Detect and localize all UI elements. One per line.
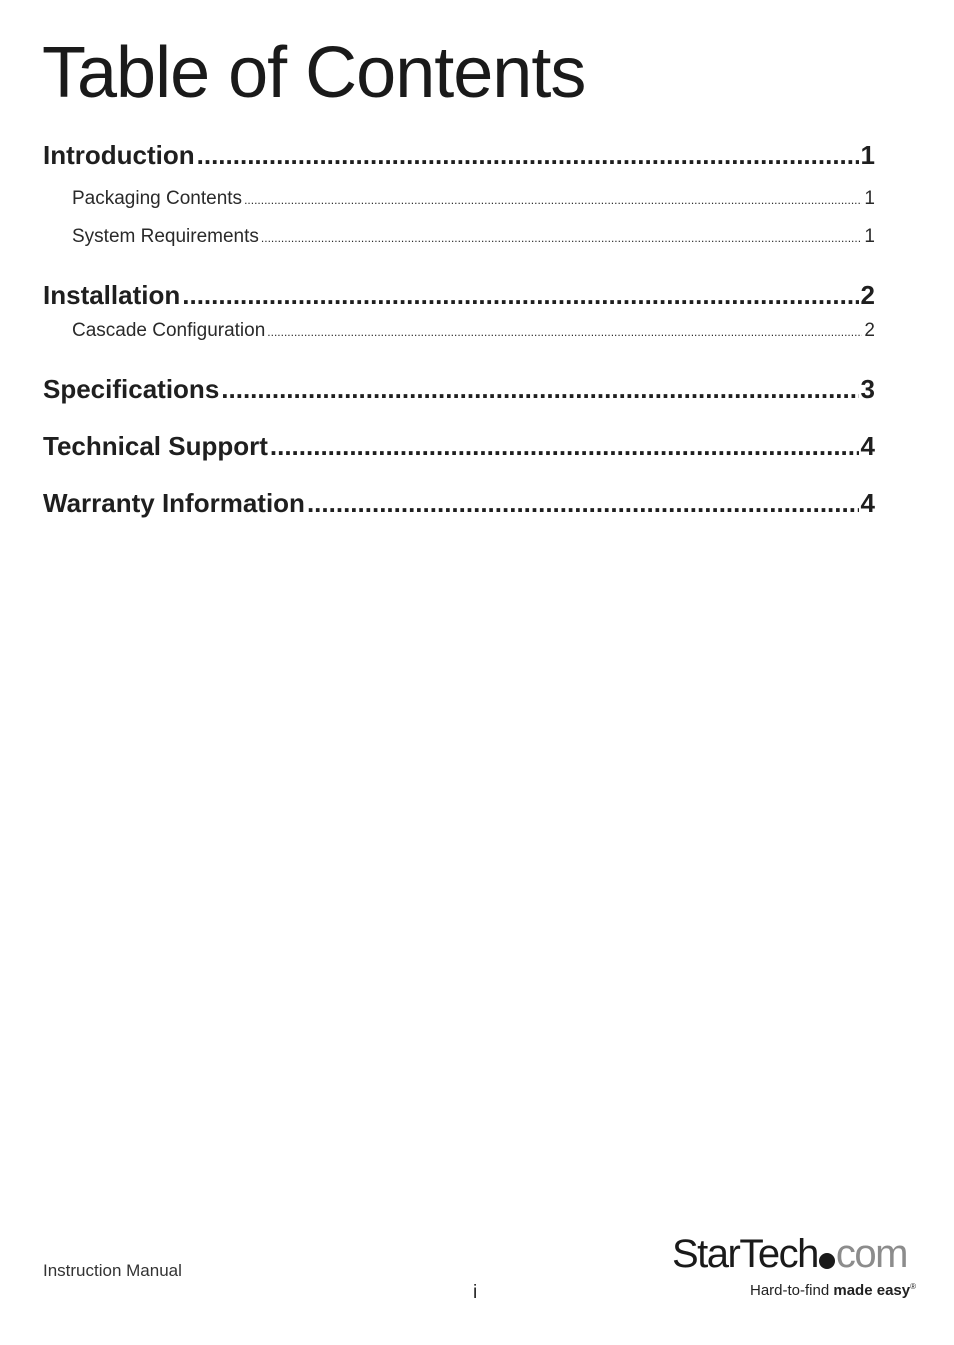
dot-leader	[182, 280, 858, 311]
toc-entry-introduction[interactable]	[43, 140, 875, 180]
toc-entry-technical-support[interactable]	[43, 431, 875, 488]
dot-leader	[244, 193, 862, 207]
page-number: i	[473, 1282, 478, 1303]
toc-entry-page: 1	[864, 226, 875, 247]
logo-brand-main: StarTech	[672, 1232, 818, 1276]
logo-tagline-regular: Hard-to-find	[750, 1282, 834, 1299]
startech-logo	[670, 1230, 920, 1310]
table-of-contents	[43, 140, 875, 528]
toc-entry-specifications[interactable]	[43, 374, 875, 431]
document-type-label: Instruction Manual	[43, 1261, 182, 1280]
dot-leader	[197, 140, 859, 171]
dot-leader	[270, 431, 859, 462]
page-title: Table of Contents	[42, 33, 586, 113]
toc-entry-label: Specifications	[43, 374, 220, 404]
logo-wordmark	[672, 1230, 907, 1278]
toc-entry-label: Packaging Contents	[72, 188, 243, 209]
dot-leader	[307, 488, 859, 519]
dot-leader	[221, 374, 858, 405]
toc-entry-page: 2	[864, 320, 875, 341]
toc-entry-label: System Requirements	[72, 226, 259, 247]
dot-leader	[267, 325, 862, 339]
toc-entry-label: Cascade Configuration	[72, 320, 266, 341]
toc-entry-page: 1	[860, 140, 875, 170]
toc-entry-page: 4	[860, 488, 875, 518]
dot-leader	[261, 231, 863, 245]
logo-dot-icon	[819, 1253, 835, 1269]
toc-entry-page: 4	[860, 431, 875, 461]
logo-tagline-bold: made easy	[833, 1282, 911, 1299]
toc-entry-label: Introduction	[43, 140, 195, 170]
toc-entry-page: 1	[864, 188, 875, 209]
logo-brand-suffix: com	[835, 1232, 907, 1276]
toc-entry-cascade-configuration[interactable]	[43, 320, 875, 358]
toc-entry-label: Installation	[43, 280, 181, 310]
logo-tagline	[750, 1282, 916, 1299]
toc-entry-system-requirements[interactable]	[43, 226, 875, 264]
registered-mark: ®	[910, 1282, 917, 1291]
toc-entry-label: Warranty Information	[43, 488, 305, 518]
toc-entry-installation[interactable]	[43, 280, 875, 320]
toc-entry-label: Technical Support	[43, 431, 268, 461]
toc-entry-page: 2	[860, 280, 875, 310]
toc-entry-page: 3	[860, 374, 875, 404]
toc-entry-warranty-information[interactable]	[43, 488, 875, 528]
toc-entry-packaging-contents[interactable]	[43, 188, 875, 226]
